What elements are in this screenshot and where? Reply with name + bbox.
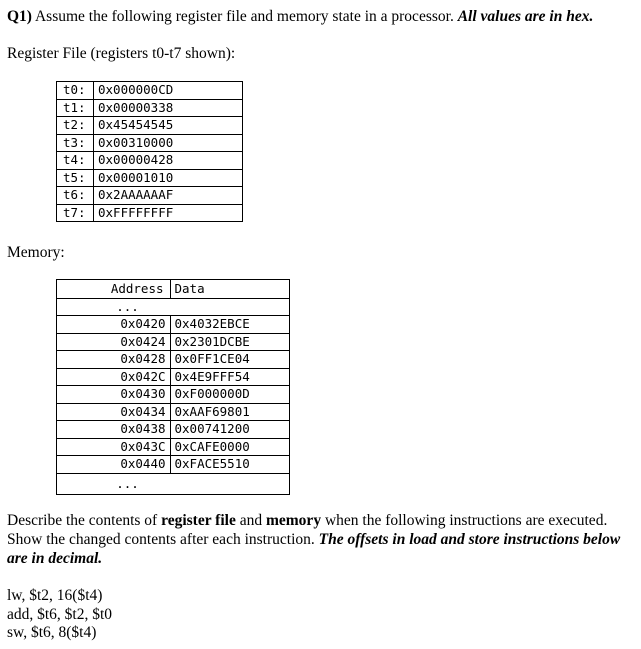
memory-row [57,333,290,351]
memory-data: 0x2301DCBE [170,333,289,351]
memory-address: 0x043C [57,438,171,456]
memory-row [57,403,290,421]
memory-row [57,421,290,439]
register-name: t3: [57,134,94,152]
instruction-line: sw, $t6, 8($t4) [7,624,97,641]
register-row [57,99,243,117]
offset-note: The offsets in load and store instructions below are in decimal. [7,531,621,567]
register-file-emphasis: register file [161,512,236,529]
instruction-line: lw, $t2, 16($t4) [7,587,103,604]
register-row [57,169,243,187]
instruction-list [7,587,112,643]
register-row [57,187,243,205]
register-name: t4: [57,152,94,170]
instructions-description: Describe the contents of register file and memory when the following instructions are executed. Show the changed contents after each instruction. The offsets in load and store instructions below are in decimal. [7,512,621,567]
register-name: t5: [57,169,94,187]
register-row [57,82,243,100]
memory-ellipsis-row [57,473,290,494]
memory-row [57,438,290,456]
memory-table [56,279,290,495]
register-row [57,204,243,222]
register-value: 0x00000338 [94,99,243,117]
memory-header-data: Data [170,280,289,299]
memory-address: 0x042C [57,368,171,386]
memory-data: 0x00741200 [170,421,289,439]
memory-title: Memory: [7,244,65,261]
memory-ellipsis-bottom: ... [57,473,171,494]
register-name: t0: [57,82,94,100]
memory-row [57,316,290,334]
memory-data: 0xAAF69801 [170,403,289,421]
memory-row [57,368,290,386]
register-row [57,152,243,170]
register-value: 0x2AAAAAAF [94,187,243,205]
register-row [57,134,243,152]
memory-address: 0x0424 [57,333,171,351]
register-value: 0x45454545 [94,117,243,135]
memory-address: 0x0420 [57,316,171,334]
question-text: Assume the following register file and memory state in a processor. [31,8,458,25]
memory-data: 0xCAFE0000 [170,438,289,456]
memory-address: 0x0434 [57,403,171,421]
register-file-title: Register File (registers t0-t7 shown): [7,45,236,62]
register-value: 0x00310000 [94,134,243,152]
register-name: t2: [57,117,94,135]
memory-data: 0xF000000D [170,386,289,404]
memory-row [57,351,290,369]
question-label: Q1) [7,8,32,25]
register-value: 0x000000CD [94,82,243,100]
register-name: t6: [57,187,94,205]
register-value: 0x00001010 [94,169,243,187]
register-value: 0xFFFFFFFF [94,204,243,222]
question-emphasis: All values are in hex. [457,8,594,25]
register-row [57,117,243,135]
memory-row [57,456,290,474]
memory-ellipsis-top: ... [57,299,171,316]
instruction-line: add, $t6, $t2, $t0 [7,605,113,623]
register-table [56,81,243,222]
memory-address: 0x0440 [57,456,171,474]
memory-row [57,386,290,404]
register-name: t1: [57,99,94,117]
memory-ellipsis-row [57,299,290,316]
memory-address: 0x0430 [57,386,171,404]
memory-header-address: Address [57,280,171,299]
memory-data: 0x4032EBCE [170,316,289,334]
memory-emphasis: memory [265,512,322,529]
memory-data: 0xFACE5510 [170,456,289,474]
register-value: 0x00000428 [94,152,243,170]
memory-data: 0x0FF1CE04 [170,351,289,369]
question-header [7,7,593,26]
memory-address: 0x0438 [57,421,171,439]
memory-header-row [57,280,290,299]
memory-data: 0x4E9FFF54 [170,368,289,386]
register-name: t7: [57,204,94,222]
memory-address: 0x0428 [57,351,171,369]
